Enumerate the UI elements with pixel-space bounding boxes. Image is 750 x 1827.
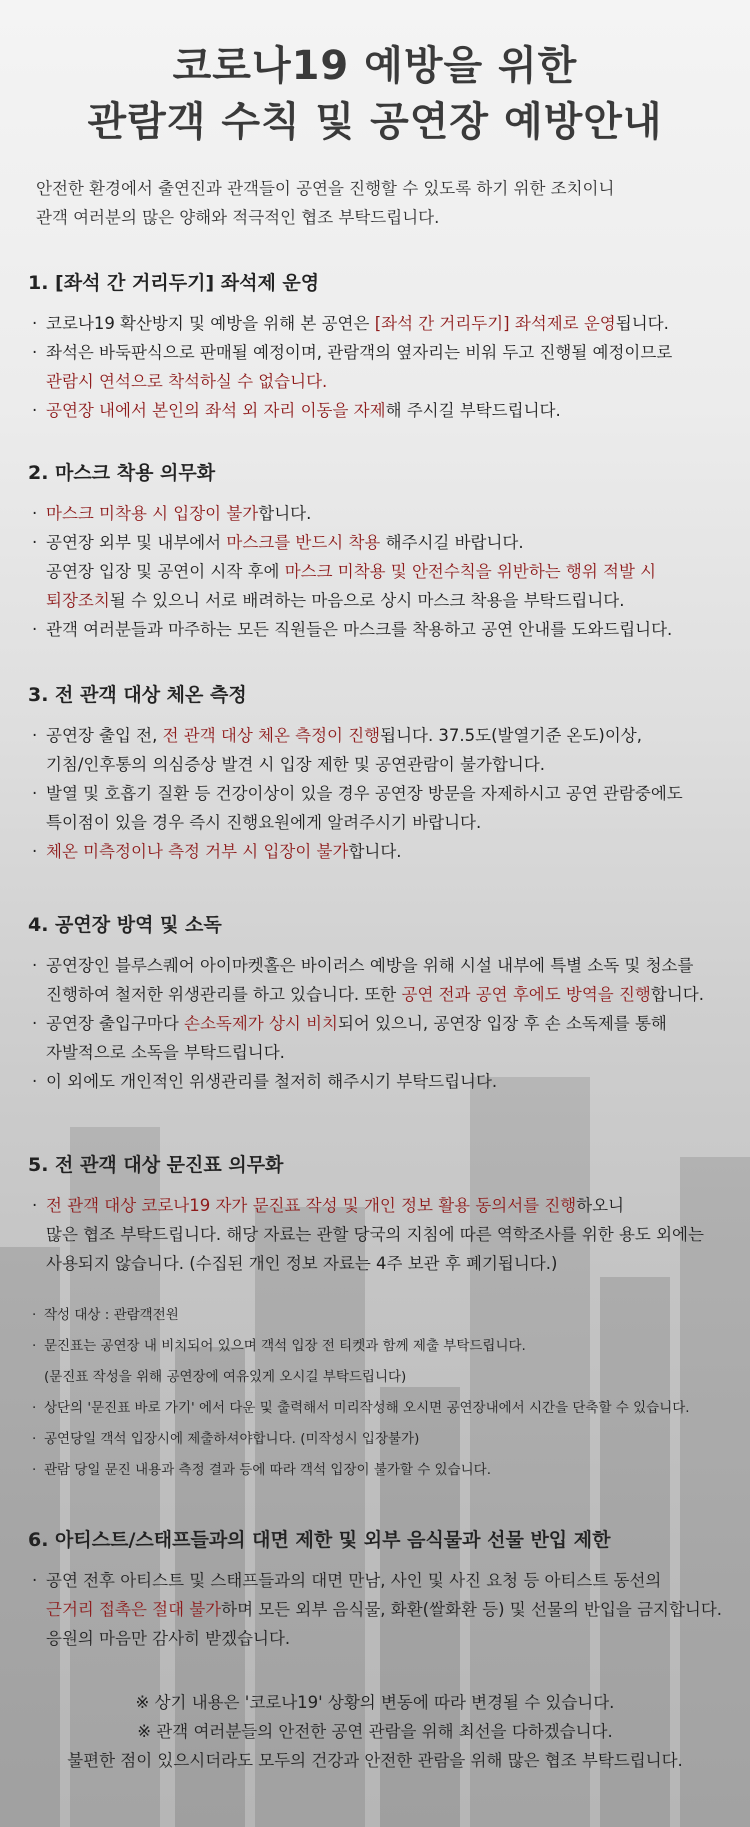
list-item: · 체온 미측정이나 측정 거부 시 입장이 불가합니다. [32, 842, 402, 861]
section-disinfection [24, 910, 726, 1096]
list-item: · 공연 전후 아티스트 및 스태프들과의 대면 만남, 사인 및 사진 요청 등 아티스트 동선의 근거리 접촉은 절대 불가하며 모든 외부 음식물, 화환(쌀화환 등) 및 선물의 반입을 금지합니다. 응원의 마음만 감사히 받겠습니다. [32, 1571, 723, 1648]
footer-notice [24, 1688, 726, 1775]
footer-line: ※ 상기 내용은 '코로나19' 상황의 변동에 따라 변경될 수 있습니다. [135, 1693, 615, 1712]
section-title: 6. 아티스트/스태프들과의 대면 제한 및 외부 음식물과 선물 반입 제한 [28, 1529, 611, 1551]
intro-text: 안전한 환경에서 출연진과 관객들이 공연을 진행할 수 있도록 하기 위한 조치이니 관객 여러분의 많은 양해와 적극적인 협조 부탁드립니다. [36, 179, 615, 227]
list-item: · 좌석은 바둑판식으로 판매될 예정이며, 관람객의 옆자리는 비워 두고 진행될 예정이므로 관람시 연석으로 착석하실 수 없습니다. [32, 343, 673, 391]
list-item: · 공연장 출입 전, 전 관객 대상 체온 측정이 진행됩니다. 37.5도(발열기준 온도)이상, 기침/인후통의 의심증상 발견 시 입장 제한 및 공연관람이 불가합니다. [32, 726, 642, 774]
section-mask [24, 458, 726, 644]
list-item: · 문진표는 공연장 내 비치되어 있으며 객석 입장 전 티켓과 함께 제출 부탁드립니다. (문진표 작성을 위해 공연장에 여유있게 오시길 부탁드립니다) [32, 1338, 526, 1385]
list-item: · 상단의 '문진표 바로 가기' 에서 다운 및 출력해서 미리작성해 오시면 공연장내에서 시간을 단축할 수 있습니다. [32, 1400, 690, 1416]
section-title: 2. 마스크 착용 의무화 [28, 462, 216, 484]
list-item: · 마스크 미착용 시 입장이 불가합니다. [32, 504, 312, 523]
list-item: · 코로나19 확산방지 및 예방을 위해 본 공연은 [좌석 간 거리두기] 좌석제로 운영됩니다. [32, 314, 669, 333]
section-title: 5. 전 관객 대상 문진표 의무화 [28, 1154, 284, 1176]
list-item: · 관람 당일 문진 내용과 측정 결과 등에 따라 객석 입장이 불가할 수 있습니다. [32, 1462, 492, 1478]
list-item: · 공연장 외부 및 내부에서 마스크를 반드시 착용 해주시길 바랍니다. 공연장 입장 및 공연이 시작 후에 마스크 미착용 및 안전수칙을 위반하는 행위 적발 시 퇴장조치될 수 있으니 서로 배려하는 마음으로 상시 마스크 착용을 부탁드립니다. [32, 533, 657, 610]
section-title: 4. 공연장 방역 및 소독 [28, 914, 222, 936]
section-title: 3. 전 관객 대상 체온 측정 [28, 684, 247, 706]
page-title: 코로나19 예방을 위한 관람객 수칙 및 공연장 예방안내 [87, 43, 663, 145]
section-questionnaire [24, 1150, 726, 1486]
list-item: · 공연장 내에서 본인의 좌석 외 자리 이동을 자제해 주시길 부탁드립니다. [32, 401, 561, 420]
list-item: · 이 외에도 개인적인 위생관리를 철저히 해주시기 부탁드립니다. [32, 1072, 498, 1091]
list-item: · 작성 대상 : 관람객전원 [32, 1307, 179, 1323]
list-item: · 전 관객 대상 코로나19 자가 문진표 작성 및 개인 정보 활용 동의서를 진행하오니 많은 협조 부탁드립니다. 해당 자료는 관할 당국의 지침에 따른 역학조사를 위한 용도 외에는 사용되지 않습니다. (수집된 개인 정보 자료는 4주 보관 후 폐기됩니다.) [32, 1196, 704, 1273]
footer-line: 불편한 점이 있으시더라도 모두의 건강과 안전한 관람을 위해 많은 협조 부탁드립니다. [67, 1751, 683, 1770]
questionnaire-notes [24, 1300, 726, 1486]
list-item: · 공연당일 객석 입장시에 제출하셔야합니다. (미작성시 입장불가) [32, 1431, 420, 1447]
list-item: · 공연장 출입구마다 손소독제가 상시 비치되어 있으니, 공연장 입장 후 손 소독제를 통해 자발적으로 소독을 부탁드립니다. [32, 1014, 667, 1062]
list-item: · 공연장인 블루스퀘어 아이마켓홀은 바이러스 예방을 위해 시설 내부에 특별 소독 및 청소를 진행하여 철저한 위생관리를 하고 있습니다. 또한 공연 전과 공연 후에도 방역을 진행합니다. [32, 956, 704, 1004]
footer-line: ※ 관객 여러분들의 안전한 공연 관람을 위해 최선을 다하겠습니다. [137, 1722, 613, 1741]
list-item: · 관객 여러분들과 마주하는 모든 직원들은 마스크를 착용하고 공연 안내를 도와드립니다. [32, 620, 673, 639]
section-seat-distancing [24, 268, 726, 425]
list-item: · 발열 및 호흡기 질환 등 건강이상이 있을 경우 공연장 방문을 자제하시고 공연 관람중에도 특이점이 있을 경우 즉시 진행요원에게 알려주시기 바랍니다. [32, 784, 683, 832]
section-temperature [24, 680, 726, 866]
section-artist-contact [24, 1525, 726, 1653]
content [0, 0, 750, 232]
section-title: 1. [좌석 간 거리두기] 좌석제 운영 [28, 272, 320, 294]
